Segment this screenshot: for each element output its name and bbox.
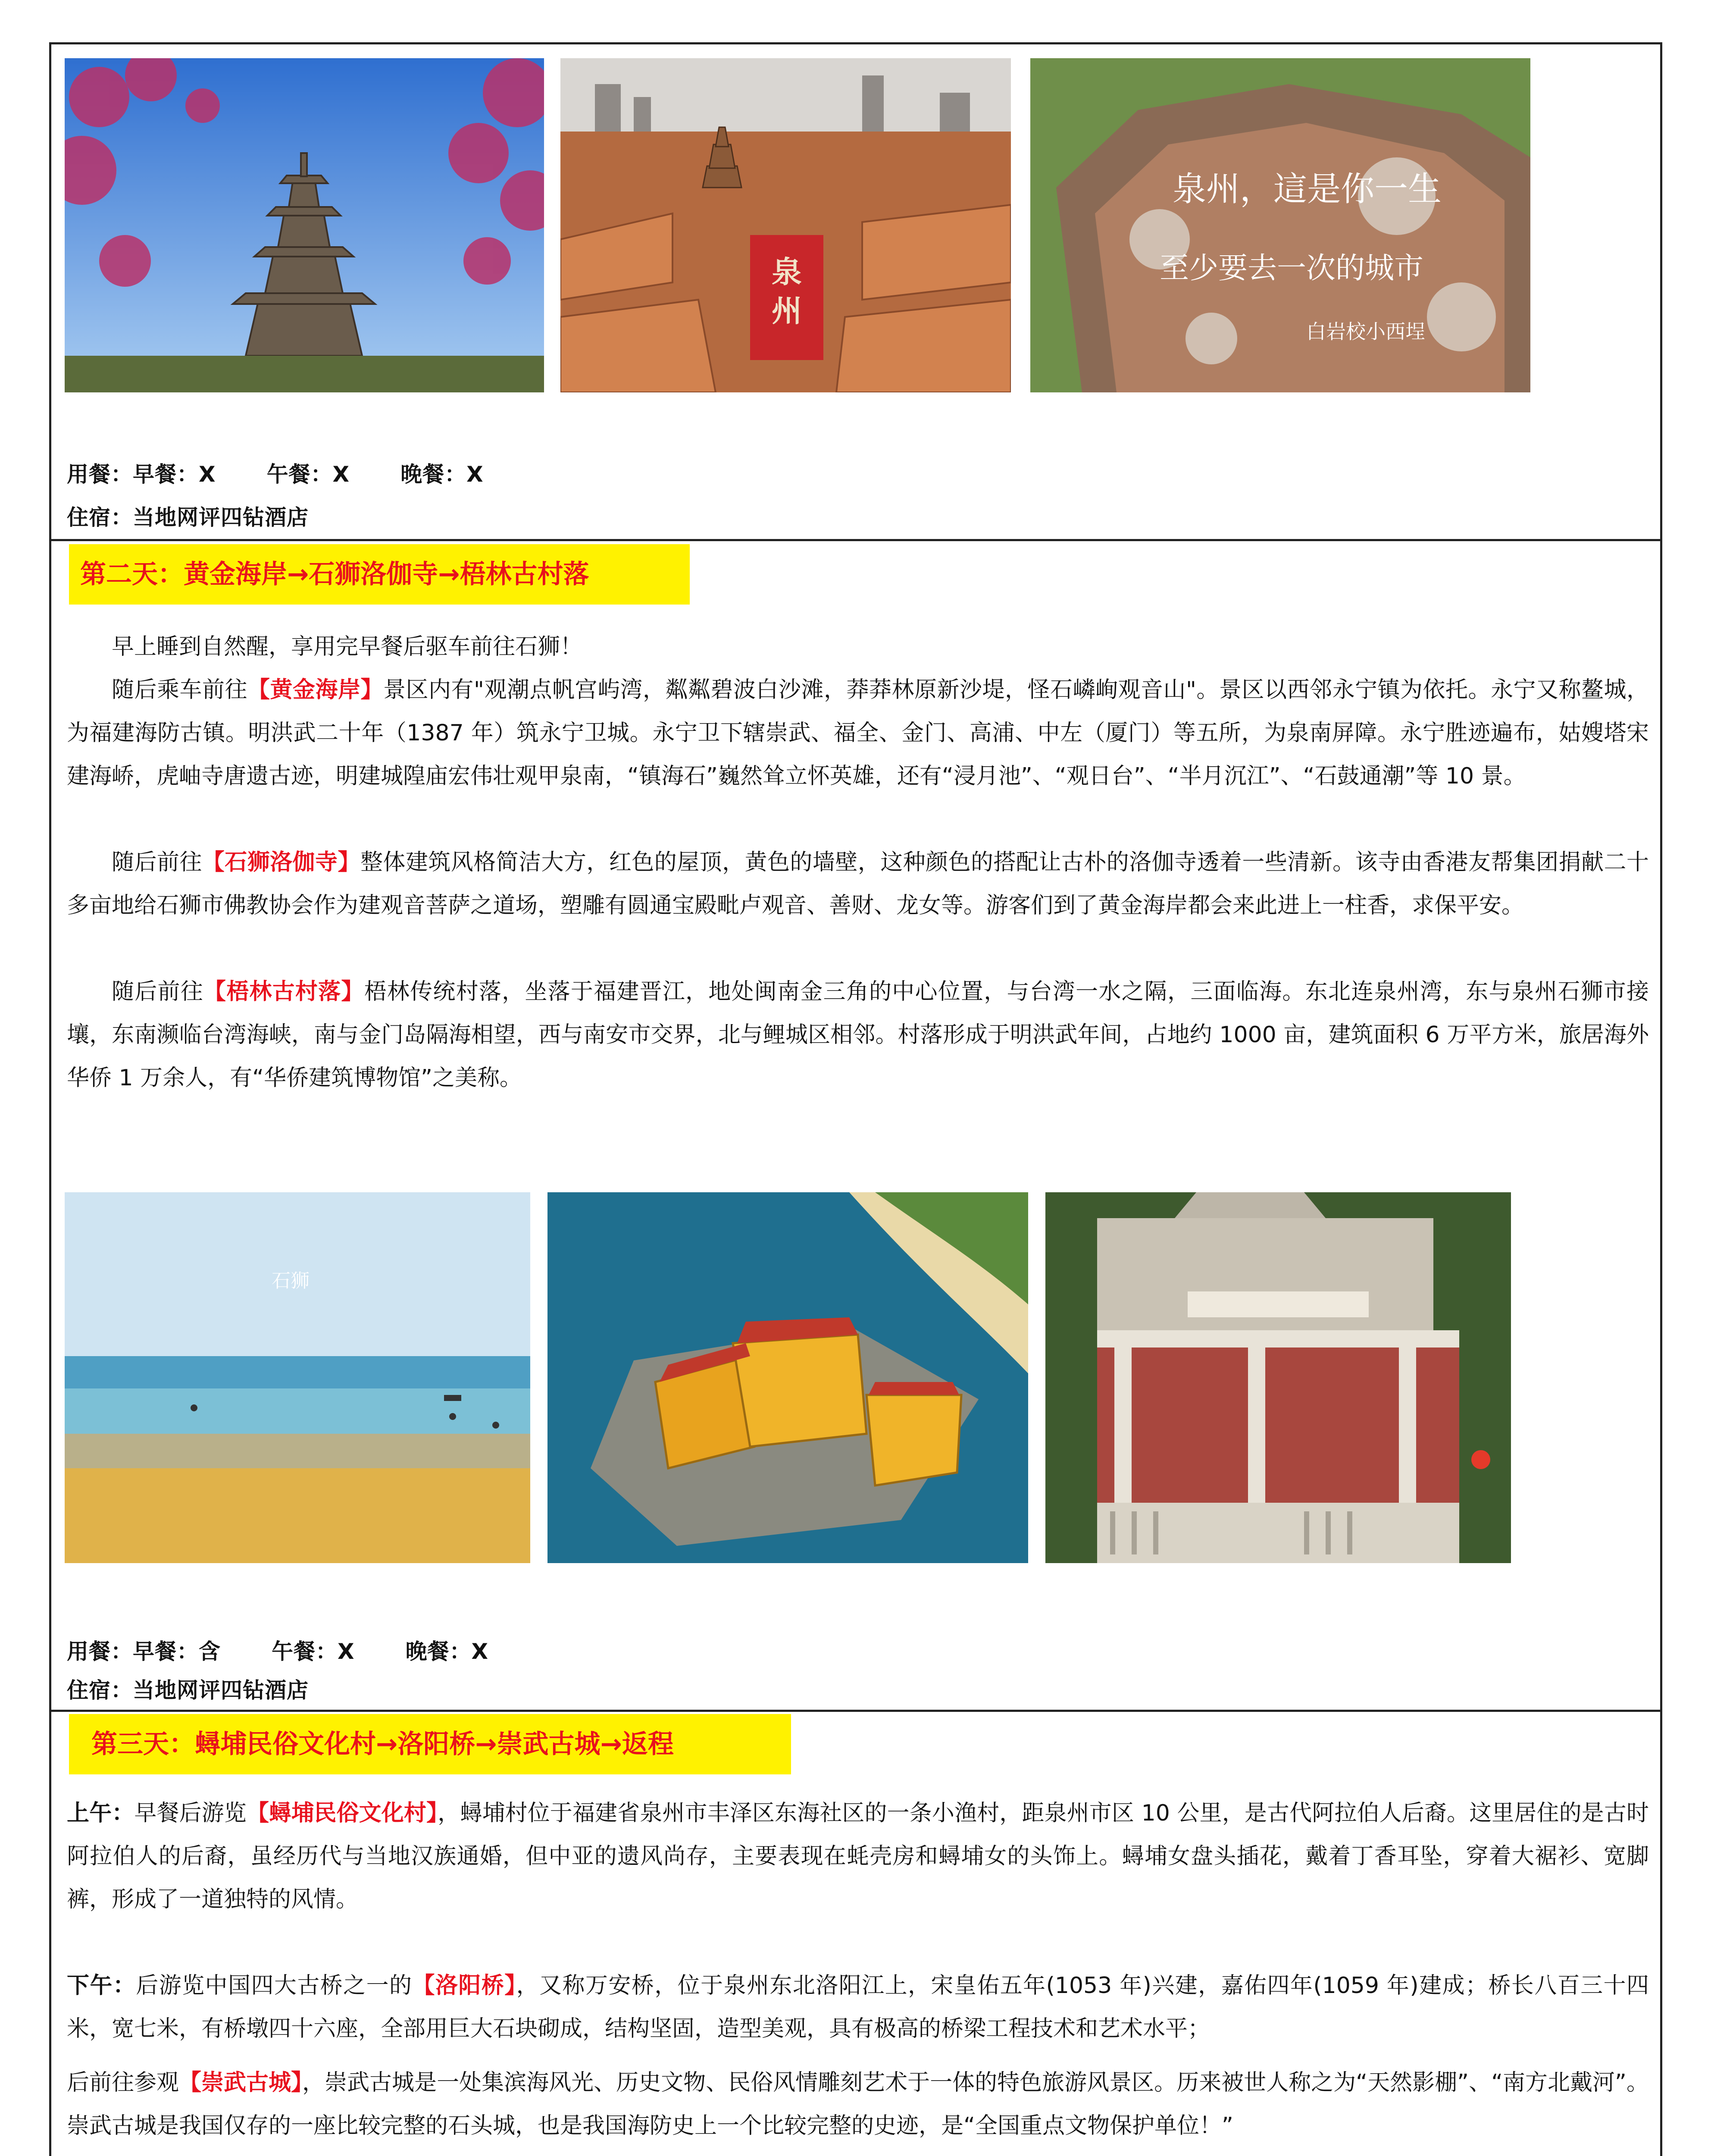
wulin-village-highlight: 【梧林古村落】 bbox=[203, 979, 364, 1005]
wall-text-line3: 白岩校小西埕 bbox=[1306, 320, 1425, 343]
morning-label: 上午： bbox=[67, 1800, 135, 1826]
day2-golden-coast-paragraph: 随后乘车前往【黄金海岸】景区内有"观潮点帆宫屿湾，粼粼碧波白沙滩，莽莽林原新沙堤，怪石嶙峋观音山"。景区以西邻永宁镇为依托。永宁又称鳌城，为福建海防古镇。明洪武二十年（1387 年）筑永宁卫城。永宁卫下辖崇武、福全、金门、高浦、中左（厦门）等五所，为泉南屏障。永宁胜迹遍布，姑嫂塔宋建海峤，虎岫寺唐遗古迹，明建城隍庙宏伟壮观甲泉南，“镇海石”巍然耸立怀英雄，还有“浸月池”、“观日台”、“半月沉江”、“石鼓通潮”等 10 景。 bbox=[67, 677, 1649, 789]
section-divider bbox=[49, 1710, 1662, 1712]
lunch-label: 午餐：X bbox=[266, 462, 350, 487]
breakfast-label: 用餐：早餐：含 bbox=[67, 1639, 221, 1664]
dinner-label: 晚餐：X bbox=[405, 1639, 489, 1664]
wall-text-line1: 泉州，這是你一生 bbox=[1173, 170, 1442, 209]
day1-lodging: 住宿：当地网评四钻酒店 bbox=[67, 505, 309, 530]
day2-intro: 早上睡到自然醒，享用完早餐后驱车前往石狮！ bbox=[112, 634, 583, 660]
day1-meals bbox=[67, 457, 535, 488]
golden-beach-photo bbox=[65, 1192, 530, 1563]
xunpu-village-highlight: 【蟳埔民俗文化村】 bbox=[247, 1800, 438, 1826]
luoyang-bridge-highlight: 【洛阳桥】 bbox=[412, 1973, 516, 1999]
afternoon-label: 下午： bbox=[67, 1973, 136, 1999]
chongwu-city-highlight: 【崇武古城】 bbox=[179, 2070, 303, 2096]
golden-coast-highlight: 【黄金海岸】 bbox=[247, 677, 384, 703]
day3-afternoon-paragraph: 下午：后游览中国四大古桥之一的【洛阳桥】，又称万安桥，位于泉州东北洛阳江上，宋皇佑五年(1053 年)兴建，嘉佑四年(1059 年)建成；桥长八百三十四米，宽七米，有桥墩四十六座，全部用巨大石块砌成，结构坚固，造型美观，具有极高的桥梁工程技术和艺术水平； bbox=[67, 1973, 1649, 2042]
svg-text:泉: 泉 bbox=[772, 254, 802, 290]
baiyan-wall-calligraphy-photo bbox=[1030, 58, 1530, 392]
luojia-temple-highlight: 【石狮洛伽寺】 bbox=[202, 849, 360, 875]
luojia-temple-aerial-photo bbox=[547, 1192, 1028, 1563]
wulin-old-building-photo bbox=[1045, 1192, 1511, 1563]
section-divider bbox=[49, 539, 1662, 541]
dinner-label: 晚餐：X bbox=[400, 462, 484, 487]
day2-meals bbox=[67, 1634, 539, 1665]
day3-chongwu-paragraph: 后前往参观【崇武古城】，崇武古城是一处集滨海风光、历史文物、民俗风情雕刻艺术于一体的特色旅游风景区。历来被世人称之为“天然影棚”、“南方北戴河”。崇武古城是我国仅存的一座比较完整的石头城，也是我国海防史上一个比较完整的史迹，是“全国重点文物保护单位！” bbox=[67, 2070, 1649, 2139]
day2-lodging: 住宿：当地网评四钻酒店 bbox=[67, 1678, 309, 1703]
svg-text:州: 州 bbox=[772, 293, 802, 329]
day2-title: 第二天：黄金海岸→石狮洛伽寺→梧林古村落 bbox=[69, 544, 690, 605]
day2-luojia-paragraph: 随后前往【石狮洛伽寺】整体建筑风格简洁大方，红色的屋顶，黄色的墙壁，这种颜色的搭配让古朴的洛伽寺透着一些清新。该寺由香港友帮集团捐献二十多亩地给石狮市佛教协会作为建观音菩萨之道场，塑雕有圆通宝殿毗卢观音、善财、龙女等。游客们到了黄金海岸都会来此进上一柱香，求保平安。 bbox=[67, 849, 1649, 918]
wall-text-line2: 至少要去一次的城市 bbox=[1160, 251, 1424, 285]
quanzhou-rooftops-aerial-photo bbox=[560, 58, 1011, 392]
beach-watermark: 石狮 bbox=[272, 1270, 310, 1292]
day3-morning-paragraph: 上午：早餐后游览【蟳埔民俗文化村】，蟳埔村位于福建省泉州市丰泽区东海社区的一条小渔村，距泉州市区 10 公里，是古代阿拉伯人后裔。这里居住的是古时阿拉伯人的后裔，虽经历代与当地汉族通婚，但中亚的遗风尚存，主要表现在蚝壳房和蟳埔女的头饰上。蟳埔女盘头插花，戴着丁香耳坠，穿着大裾衫、宽脚裤，形成了一道独特的风情。 bbox=[67, 1800, 1649, 1912]
day2-wulin-paragraph: 随后前往【梧林古村落】梧林传统村落，坐落于福建晋江，地处闽南金三角的中心位置，与台湾一水之隔，三面临海。东北连泉州湾，东与泉州石狮市接壤，东南濒临台湾海峡，南与金门岛隔海相望，西与南安市交界，北与鲤城区相邻。村落形成于明洪武年间，占地约 1000 亩，建筑面积 6 万平方米，旅居海外华侨 1 万余人，有“华侨建筑博物馆”之美称。 bbox=[67, 979, 1649, 1091]
day3-title: 第三天：蟳埔民俗文化村→洛阳桥→崇武古城→返程 bbox=[69, 1714, 791, 1774]
pagoda-with-blossoms-photo bbox=[65, 58, 544, 392]
breakfast-label: 用餐：早餐：X bbox=[67, 462, 216, 487]
lunch-label: 午餐：X bbox=[272, 1639, 355, 1664]
